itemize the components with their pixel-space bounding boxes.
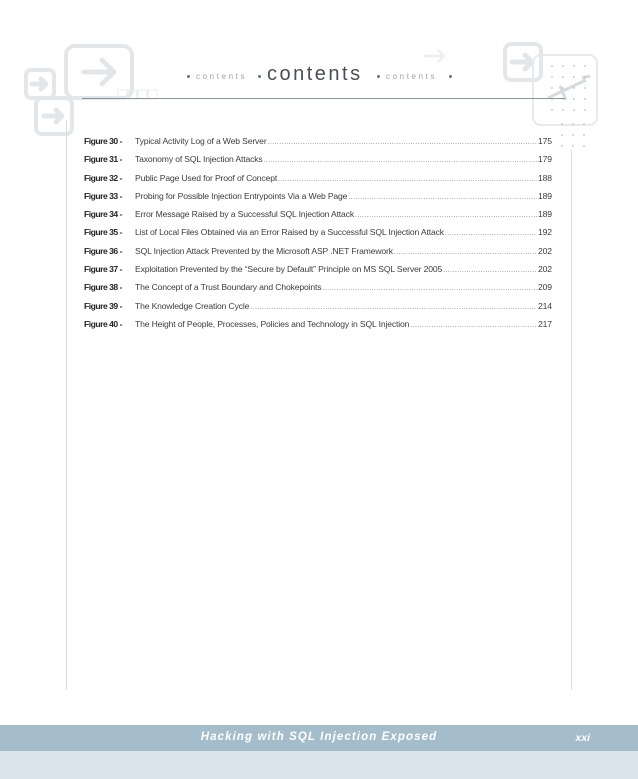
toc-entry <box>84 301 552 319</box>
page-number: 217 <box>537 318 552 329</box>
figure-label: Figure 35 - <box>84 227 122 238</box>
footer-bar <box>0 725 638 751</box>
figure-label: Figure 32 - <box>84 172 122 183</box>
toc-entry <box>84 246 552 264</box>
page-number: 188 <box>537 172 552 183</box>
figure-label: Figure 30 - <box>84 136 122 146</box>
toc-entry <box>84 173 552 191</box>
page-number: 189 <box>537 190 552 201</box>
right-margin-line <box>571 150 572 690</box>
figure-label: Figure 33 - <box>84 190 122 201</box>
figure-label: Figure 38 - <box>84 282 122 293</box>
figure-title: Probing for Possible Injection Entrypoints Via a Web Page <box>135 190 348 201</box>
dot-leader <box>443 267 537 274</box>
figure-title: Typical Activity Log of a Web Server <box>135 136 267 146</box>
dot-leader <box>268 139 537 146</box>
header-dot <box>258 75 261 78</box>
toc-entry <box>84 154 552 172</box>
figure-label: Figure 31 - <box>84 154 122 165</box>
figure-title: The Concept of a Trust Boundary and Chokepoints <box>135 282 322 293</box>
figure-title: The Height of People, Processes, Policies and Technology in SQL Injection <box>135 318 410 329</box>
toc-entry <box>84 136 552 154</box>
page-number: 189 <box>537 209 552 220</box>
figure-title: List of Local Files Obtained via an Error Raised by a Successful SQL Injection Attack <box>135 227 444 238</box>
dot-leader <box>355 212 537 219</box>
figure-label: Figure 39 - <box>84 300 122 311</box>
page-number: 202 <box>537 245 552 256</box>
figure-label: Figure 37 - <box>84 264 122 275</box>
toc-entry <box>84 227 552 245</box>
toc-entry <box>84 209 552 227</box>
header-dot <box>449 75 452 78</box>
figure-label: Figure 40 - <box>84 318 122 329</box>
header-dot <box>187 75 190 78</box>
figure-title: Public Page Used for Proof of Concept <box>135 172 278 183</box>
page-number: 209 <box>537 282 552 293</box>
header-small-right: contents <box>386 72 438 81</box>
page-number: 179 <box>537 154 552 165</box>
figure-title: Error Message Raised by a Successful SQL Injection Attack <box>135 209 354 220</box>
figure-title: Exploitation Prevented by the “Secure by Default” Principle on MS SQL Server 2005 <box>135 264 443 275</box>
figure-title: Taxonomy of SQL Injection Attacks <box>135 154 263 165</box>
page-number: 214 <box>537 300 552 311</box>
book-title: Hacking with SQL Injection Exposed <box>200 731 438 743</box>
figure-list <box>84 136 552 337</box>
figure-label: Figure 34 - <box>84 209 122 220</box>
toc-entry <box>84 319 552 337</box>
left-margin-line <box>66 120 67 690</box>
page-number: 175 <box>537 136 552 146</box>
dot-leader <box>348 194 537 201</box>
header-small-left: contents <box>196 72 248 81</box>
page-number: 192 <box>537 227 552 238</box>
header-rule <box>82 98 565 99</box>
syringe-icon <box>548 76 590 100</box>
figure-title: The Knowledge Creation Cycle <box>135 300 250 311</box>
footer-band <box>0 751 638 779</box>
figure-title: SQL Injection Attack Prevented by the Microsoft ASP .NET Framework <box>135 245 393 256</box>
toc-entry <box>84 264 552 282</box>
dot-leader <box>410 322 537 329</box>
dot-leader <box>250 304 537 311</box>
toc-entry <box>84 191 552 209</box>
dot-leader <box>278 176 537 183</box>
dot-leader <box>394 249 537 256</box>
running-header <box>160 60 480 90</box>
dot-grid-icon <box>551 65 586 147</box>
dot-leader <box>322 285 537 292</box>
dot-leader <box>264 157 537 164</box>
page-title: contents <box>267 63 363 85</box>
header-dot <box>377 75 380 78</box>
figure-label: Figure 36 - <box>84 245 122 256</box>
folio-page-number: xxi <box>575 732 590 744</box>
page-number: 202 <box>537 264 552 275</box>
toc-entry <box>84 282 552 300</box>
dot-leader <box>445 230 537 237</box>
